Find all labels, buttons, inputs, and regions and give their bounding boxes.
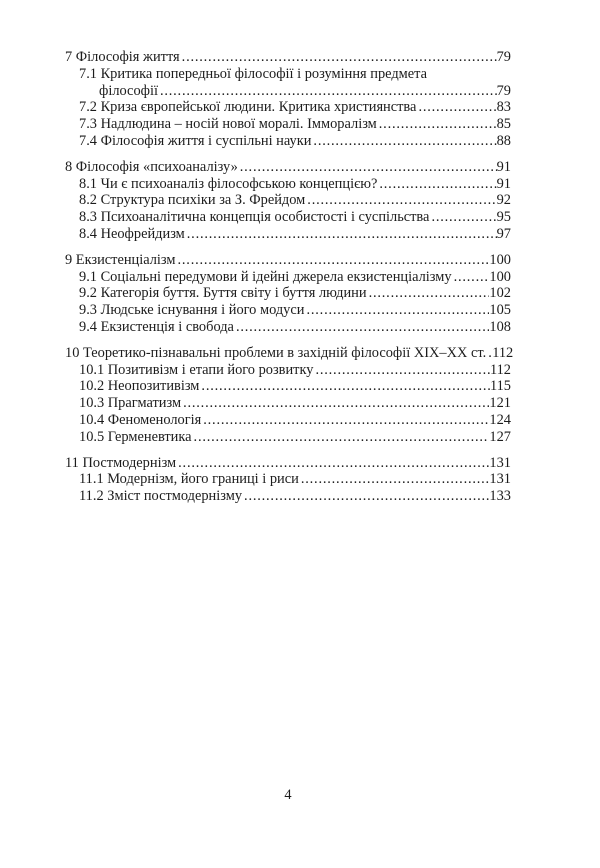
dot-leader	[183, 395, 489, 412]
toc-entry	[65, 302, 511, 319]
toc-entry	[65, 344, 514, 362]
toc-entry-title: 7 Філософія життя	[65, 49, 180, 65]
toc-entry-page-number: 91	[496, 158, 511, 175]
toc-entry	[65, 285, 511, 302]
toc-entry-page-number: 115	[489, 378, 511, 395]
toc-entry	[65, 99, 511, 116]
footer-page-number: 4	[284, 787, 292, 803]
toc-entry	[65, 226, 511, 243]
dot-leader	[203, 412, 489, 429]
toc-entry-title: 9.4 Екзистенція і свобода	[79, 318, 234, 335]
toc-entry-page-number: 79	[496, 82, 511, 99]
table-of-contents	[65, 49, 514, 514]
toc-entry-page-number: 133	[489, 488, 511, 505]
toc-entry-page-number: 100	[489, 251, 511, 268]
toc-section	[65, 344, 514, 446]
toc-entry	[65, 412, 511, 429]
dot-leader	[194, 429, 490, 446]
dot-leader	[379, 176, 496, 193]
toc-entry-page-number: 79	[496, 49, 511, 65]
toc-entry-title: 7.3 Надлюдина – носій нової моралі. Імморалізм	[79, 116, 377, 133]
toc-entry	[65, 488, 511, 505]
toc-entry	[65, 455, 511, 472]
toc-entry	[65, 319, 511, 336]
dot-leader	[379, 116, 497, 133]
toc-entry-title: 8.3 Психоаналітична концепція особистості і суспільства	[79, 209, 430, 226]
dot-leader	[454, 269, 490, 286]
dot-leader	[369, 285, 490, 302]
toc-entry	[65, 133, 511, 150]
toc-entry-page-number: 102	[489, 285, 511, 302]
toc-entry-page-number: 131	[489, 454, 511, 471]
toc-entry-title: 10.1 Позитивізм і етапи його розвитку	[79, 361, 314, 378]
toc-entry-title: 10.2 Неопозитивізм	[79, 378, 200, 395]
toc-entry-page-number: 92	[496, 192, 511, 209]
toc-entry-title: 7.2 Криза європейської людини. Критика християнства	[79, 99, 417, 116]
toc-section	[65, 159, 511, 243]
toc-entry	[65, 116, 511, 133]
toc-entry-page-number: 131	[489, 471, 511, 488]
toc-entry-page-number: 91	[496, 175, 511, 192]
toc-entry	[65, 362, 511, 379]
toc-entry	[65, 192, 511, 209]
toc-entry-page-number: 112	[489, 361, 511, 378]
dot-leader	[236, 319, 489, 336]
toc-entry-page-number: 83	[496, 99, 511, 116]
toc-entry	[65, 378, 511, 395]
toc-entry-page-number: 121	[489, 395, 511, 412]
toc-entry-page-number: 97	[496, 225, 511, 242]
toc-entry-title: 10 Теоретико-пізнавальні проблеми в західній філософії XIX–XX ст.	[65, 344, 487, 361]
toc-entry-page-number: 85	[496, 116, 511, 133]
toc-entry-page-number: 105	[489, 302, 511, 319]
toc-entry-page-number: 100	[489, 268, 511, 285]
toc-entry-title: 8.1 Чи є психоаналіз філософською концепцією?	[79, 175, 378, 192]
toc-entry-page-number: 112	[492, 344, 514, 361]
toc-entry	[65, 269, 511, 286]
dot-leader	[178, 252, 490, 269]
toc-entry-page-number: 124	[489, 411, 511, 428]
toc-entry-title: 11.2 Зміст постмодернізму	[79, 488, 243, 505]
toc-entry	[65, 49, 511, 66]
toc-entry	[65, 252, 511, 269]
toc-entry-title: філософії	[99, 82, 158, 99]
toc-entry-title: 10.5 Герменевтика	[79, 428, 192, 445]
dot-leader	[182, 49, 497, 66]
toc-entry	[65, 83, 511, 100]
toc-entry-title: 9.2 Категорія буття. Буття світу і буття людини	[79, 285, 367, 302]
toc-entry-title: 10.3 Прагматизм	[79, 395, 182, 412]
toc-entry	[65, 209, 511, 226]
dot-leader	[187, 226, 497, 243]
dot-leader	[240, 159, 497, 176]
toc-entry-page-number: 108	[489, 318, 511, 335]
dot-leader	[244, 488, 489, 505]
toc-entry	[65, 471, 511, 488]
toc-entry-title: 7.4 Філософія життя і суспільні науки	[79, 132, 312, 149]
dot-leader	[306, 302, 489, 319]
dot-leader	[178, 455, 489, 472]
toc-section	[65, 455, 511, 505]
toc-entry-title: 9.3 Людське існування і його модуси	[79, 302, 305, 319]
toc-entry-title: 9.1 Соціальні передумови й ідейні джерела екзистенціалізму	[79, 268, 452, 285]
toc-entry	[65, 176, 511, 193]
toc-entry-title: 8.4 Неофрейдизм	[79, 225, 185, 242]
dot-leader	[313, 133, 496, 150]
toc-entry-title: 10.4 Феноменологія	[79, 411, 202, 428]
dot-leader	[431, 209, 496, 226]
dot-leader	[160, 83, 497, 100]
toc-section	[65, 49, 511, 150]
dot-leader	[418, 99, 496, 116]
dot-leader	[301, 471, 490, 488]
toc-entry-page-number: 95	[496, 209, 511, 226]
toc-entry-title: 9 Екзистенціалізм	[65, 251, 176, 268]
toc-entry	[65, 159, 511, 176]
toc-entry	[65, 395, 511, 412]
toc-entry-title: 8.2 Структура психіки за З. Фрейдом	[79, 192, 306, 209]
toc-entry-page-number: 88	[496, 132, 511, 149]
dot-leader	[315, 362, 489, 379]
toc-entry	[65, 66, 511, 83]
toc-entry-title: 11 Постмодернізм	[65, 454, 177, 471]
toc-entry-title: 11.1 Модернізм, його границі і риси	[79, 471, 299, 488]
dot-leader	[307, 192, 496, 209]
toc-entry-page-number: 127	[489, 428, 511, 445]
dot-leader	[201, 378, 490, 395]
toc-entry-title: 7.1 Критика попередньої філософії і розуміння предмета	[79, 65, 428, 82]
toc-entry	[65, 429, 511, 446]
toc-entry-title: 8 Філософія «психоаналізу»	[65, 158, 238, 175]
toc-section	[65, 252, 511, 336]
